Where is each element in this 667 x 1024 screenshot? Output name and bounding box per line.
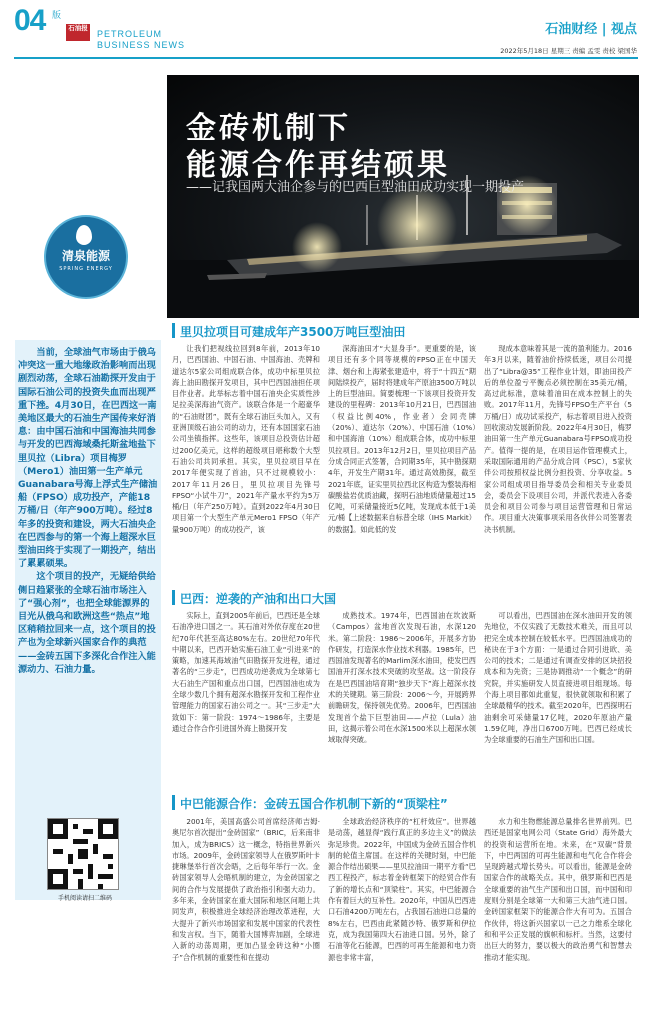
issue-line: 2022年5月18日 星期三 责编 孟雯 责校 梁国华 [500,47,637,55]
section-2-column-3: 可以看出，巴西国油在深水油田开发的领先地位，不仅实践了无数技术难关，而且可以把完全成本控制在较低水平。巴西国油成功的秘诀在于3个方面：一是通过合同引进欧、美公司的技术；二是通过有调查安排的区块招投成本和为先资；三是协调推动“一个概念”的研究院，并实施研发人员直接进项目组现场。每个海上项目都如此重复，很快就领取和积累了全球最精华的技术。截至2020年，巴西探明石油剩余可采储量17亿吨，2020年原油产量1.59亿吨，净出口6700万吨。巴西已经成长为全球重要的石油生产国和出口国。 [484,611,632,745]
hero-title-line-2: 能源合作再结硕果 [186,148,450,183]
header-rule [14,57,638,59]
section-1-marker [172,323,175,338]
hero-title-line-1: 金砖机制下 [186,111,351,146]
section-name: 石油财经 | 视点 [545,22,637,37]
section-1-heading: 里贝拉项目可建成年产3500万吨巨型油田 [180,325,406,339]
qr-caption: 手机阅读请扫二维码 [57,895,112,902]
section-1-column-1: 让我们把视线拉回到8年前，2013年10月，巴西国油、中国石油、中国海油、壳牌和道达尔5家公司组成联合体，成功中标里贝拉海上油田勘探开发项目，其中巴西国油担任项目作业者。此举标志着中国石油央企实质性涉足拉美深海油气资产。该联合体是一个超豪华的“石油财团”，既有全球石油巨头加入，又有亚洲顶级石油公司的动力，还有本国国家石油公司坐镇指挥。这些年，该项目总投资估计超过200亿美元，这样的超级项目堪称数个大型石油公司共同承担。其实，里贝拉项目早在2017年便实现了首油，只不过规模较小：2017年11月26日，里贝拉项目先锋号FPSO“小试牛刀”，2021年产量水平约为5万桶/日（年产250万吨）。直到2022年4月30日项目第一个大型生产单元Mero1 FPSO（年产量900万吨）的成功投产，该 [172,344,320,534]
oil-drop-icon [76,225,92,245]
page-suffix: 版 [52,11,62,21]
section-3-column-2: 全球政治经济秩序的“杠杆效应”。世界越是动荡，越显得“践行真正的多边主义”的做法弥足珍贵。2022年，中国成为金砖五国合作机制的轮值主席国。在这样的关键时刻，中巴能源合作结出硕果——里贝拉油田一期平方看“巴西工程投产，标志着金砖框架下的经贸合作有了新的增长点和“顶梁柱”。其实，中巴能源合作有着巨大的互补性。2020年，中国从巴西进口石油4200万吨左右，占我国石油进口总量的8%左右，巴西由此紧随沙特、俄罗斯和伊拉克，成为我国第四大石油进口国。另外，除了石油等化石能源，巴西的可再生能源和电力资源也非常丰富， [328,817,476,962]
page-number: 04 [14,4,46,37]
hero-subtitle: ——记我国两大油企参与的巴西巨型油田成功实现一期投产 [186,180,525,195]
section-2-marker [172,590,175,605]
section-1-column-2: 深海油田才“大显身手”。更重要的是，该项目还有多个同等规模的FPSO正在中国天津、烟台和上海紧张建造中，将于“十四五”期间陆续投产，届时将建成年产原油3500万吨以上的巨型油田。简要梳理一下该项目投资开发建设的里程碑：2013年10月21日，巴西国油（权益比例40%，作业者）会同壳牌（20%）、道达尔（20%）、中国石油（10%）和中国海油（10%）组成联合体，成功中标里贝拉项目。2013年12月2日，里贝拉项目产品分成合同正式签署，合同期35年，其中勘探期4年，开发生产期31年。通过高效勘探，截至2021年底，证实里贝拉西北区构造为整装海相碳酸盐岩优质油藏，探明石油地质储量超过15亿吨，可采储量接近5亿吨，发现成本低于1美元/桶【上述数据来自标普全球（IHS Markit）的数据】。如此低的发 [328,344,476,534]
qr-code-pattern [48,819,118,889]
brand-line-1: PETROLEUM [97,29,163,39]
brand-line-2: BUSINESS NEWS [97,40,186,50]
section-3-heading: 中巴能源合作：金砖五国合作机制下新的“顶梁柱” [180,797,448,811]
section-3-column-1: 2001年，美国高盛公司首席经济师吉姆·奥尼尔首次提出“金砖国家”（BRIC，后来南非加入，成为BRICS）这一概念，特指世界新兴市场。2009年，金砖国家领导人在俄罗斯叶卡捷琳堡举行首次会晤，之后每年举行一次。金砖国家领导人会晤机制的建立，为金砖国家之间的合作与发展提供了政治指引和强大动力。多年来，金砖国家在重大国际和地区问题上共同发声，积极推进全球经济治理改革进程，大大提升了新兴市场国家和发展中国家的代表性和发言权。当下，随着大国博弈加剧，全球进入新的动荡周期，更加凸显金砖这种“小圈子”合作机制的重要性和在提动 [172,817,320,962]
column-logo-text: 清泉能源 [61,249,110,263]
section-3-marker [172,795,175,810]
section-1-column-3: 现成本意味着其是一流的盈利能力。2016年3月以来，随着油价持续低迷，项目公司提出了“Libra@35”工程作业计划，即油田投产后的单位盈亏平衡点必须控制在35美元/桶，高过此标准，意味着油田在成本控制上的失败。2017年11月，先锋号FPSO生产平台（5万桶/日）成功试采投产，标志着项目进入投资回收滚动发展新阶段。2022年4月30日，梅罗油田第一生产单元Guanabara号FPSO成功投产。值得一提的是，在项目运作管理模式上，采取国际通用的产品分成合同（PSC），5家伙伴公司按照权益比例分担投资、分享收益。5家公司组成项目指导委员会和相关专业委员会，委员会下设项目公司，并派代表进入各委员会和项目公司参与项目运营管理和日常运作。项目重大决策事项采用各伙伴公司签署表决书机制。 [484,344,632,534]
sidebar-intro-text [18,346,158,676]
section-2-heading: 巴西：逆袭的产油和出口大国 [180,592,337,606]
qr-code[interactable] [47,818,119,890]
sidebar-intro-paragraph-1: 当前，全球油气市场由于俄乌冲突这一重大地缘政治影响而出现剧烈动荡，全球石油勘探开发由于国际石油公司的投资失血而出现严重下挫。4月30日，在巴西这一南美地区最大的石油生产国传来好消息：由中国石油和中国海油共同参与开发的巴西海域桑托斯盆地盐下里贝拉（Libra）项目梅罗（Mero1）油田第一生产单元Guanabara号海上浮式生产储油船（FPSO）成功投产，产能18万桶/日（年产900万吨）。经过8年多的投资和建设，两大石油央企在巴西参与的第一个海上超深水巨型油田终于实现了一期投产，结出了累累硕果。 [18,347,158,570]
section-2-column-2: 成熟技术。1974年，巴西国油在坎波斯（Campos）盆地首次发现石油，水深120米。第二阶段：1986～2006年，开展多方协作研发，打造深水作业技术利器。1985年，巴西国油发现著名的Marlim深水油田，使发巴西国油开打深水技术突破的攻坚战。这一阶段存在是巴西国油培育期“独步天下”海上超深水技术的关键期。第三阶段：2006～今，开展跨界前瞻研发，保持领先优势。2006年，巴西国油发现首个盐下巨型油田——卢拉（Lula）油田，这揭示着公司在水深1500米以上超深水领域取得突破。 [328,611,476,745]
column-logo-subtext: SPRING ENERGY [59,266,113,272]
section-3-column-3: 水力和生物燃能源总量排名世界前列。巴西还是国家电网公司（State Grid）海外最大的投资和运营所在地。未来，在“双碳”背景下，中巴两国的可再生能源和电气化合作将会呈现跨越式增长势头。可以看出，能源是金砖国家合作的战略关点。其中，俄罗斯和巴西是全球重要的油气生产国和出口国，而中国和印度则分别是全球第一大和第三大油气进口国。金砖国家框架下的能源合作大有可为。五国合作伙伴，将这新兴国家以一己之力维系全球化和和平公正发展的旗帜和标杆。当然，这要付出巨大的努力，要以极大的政治勇气和智慧去推动才能实现。 [484,817,632,962]
sidebar-intro-paragraph-2: 这个项目的投产，无疑给供给侧日趋紧张的全球石油市场注入了“强心剂”，也把全球能源界的目光从俄乌和欧洲这些“热点”地区稍稍拉回来一点，这个项目的投产也为全球新兴国家合作的典范——金砖五国下多深化合作注入能源动力、石油力量。 [18,571,156,675]
section-2-column-1: 实际上，直到2005年前后，巴西还是全球石油净进口国之一。其石油对外依存度在20世纪70年代甚至高达80%左右。20世纪70年代中期以来，巴西开始实施石油工业“引进来”的策略，加速其海域油气田勘探开发进程，通过著名的“三步走”，巴西成功逆袭成为全球第七大石油生产国和重点出口国，巴西国油也成为全球少数几个拥有超深水勘探开发和工程作业管理能力的国家石油公司之一。其“三步走”大致如下：第一阶段：1974～1986年，主要是通过合作合作引进国外海上勘探开发 [172,611,320,733]
newspaper-logo-text: 石油报 [68,24,88,32]
